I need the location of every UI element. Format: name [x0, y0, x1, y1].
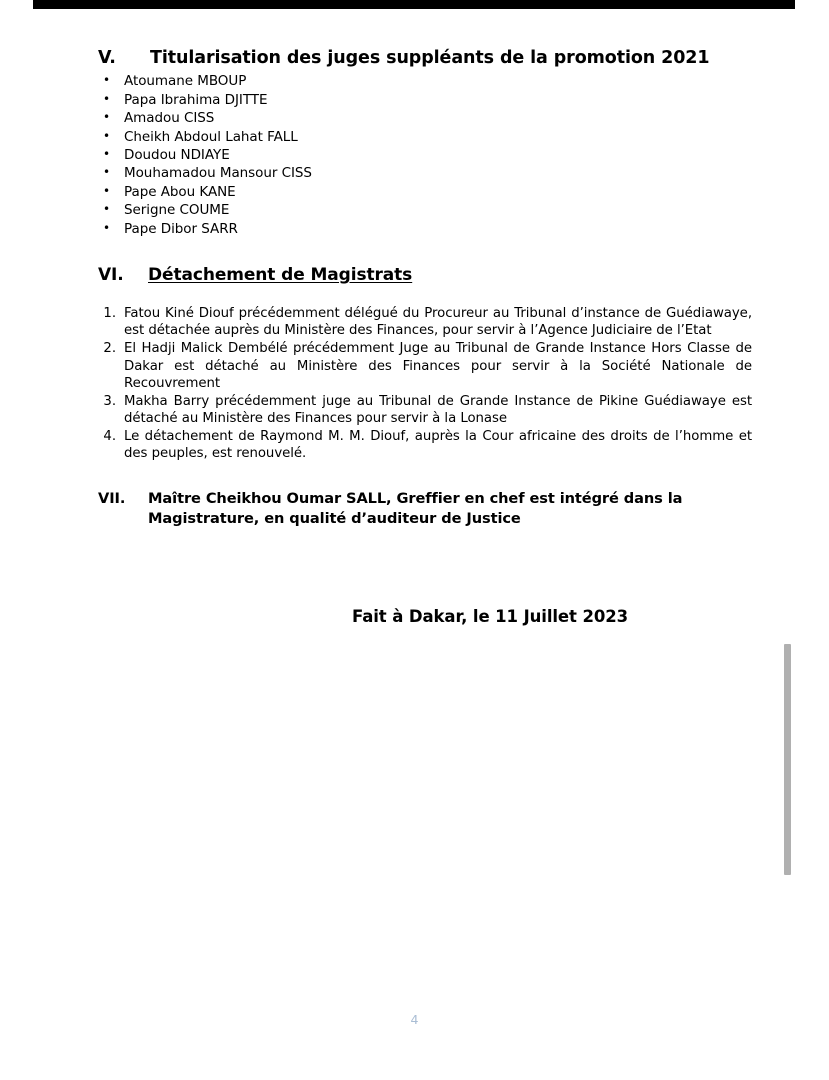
- list-item-text: Makha Barry précédemment juge au Tribunal de Grande Instance de Pikine Guédiawaye est détaché au Ministère des Finances pour servir à la Lonase: [124, 393, 752, 427]
- section-vi-heading: [98, 265, 752, 286]
- section-v-heading: [98, 48, 752, 69]
- list-item: • Serigne COUME: [98, 201, 752, 219]
- section-vii-title: Maître Cheikhou Oumar SALL, Greffier en chef est intégré dans la Magistrature, en qualité d’auditeur de Justice: [148, 490, 683, 527]
- document-content: [98, 48, 752, 528]
- page-number: 4: [410, 1012, 419, 1027]
- list-item: • Pape Abou KANE: [98, 183, 752, 201]
- list-item-text: El Hadji Malick Dembélé précédemment Juge au Tribunal de Grande Instance Hors Classe de Dakar est détaché au Ministère des Finances pour servir à la Société Nationale de Recouvrement: [124, 340, 752, 392]
- date-line: Fait à Dakar, le 11 Juillet 2023: [352, 607, 628, 626]
- section-vii-heading: [98, 489, 752, 528]
- page-header-bar: [33, 0, 795, 9]
- list-item-text: Fatou Kiné Diouf précédemment délégué du Procureur au Tribunal d’instance de Guédiawaye, est détachée auprès du Ministère des Finances, pour servir à l’Agence Judiciaire de l’Etat: [124, 305, 752, 339]
- list-item-text: Le détachement de Raymond M. M. Diouf, auprès la Cour africaine des droits de l’homme et des peuples, est renouvelé.: [124, 428, 752, 462]
- list-item: • Atoumane MBOUP: [98, 72, 752, 90]
- list-item: • Cheikh Abdoul Lahat FALL: [98, 128, 752, 146]
- section-vi-title: Détachement de Magistrats: [148, 265, 413, 285]
- section-vi-numeral: VI.: [98, 265, 124, 285]
- list-item: [98, 340, 752, 393]
- section-vii-numeral: VII.: [98, 490, 126, 508]
- document-page: [0, 9, 829, 1080]
- section-v-title: Titularisation des juges suppléants de la promotion 2021: [150, 48, 710, 68]
- section-v-numeral: V.: [98, 48, 116, 68]
- list-item-marker: 3.: [103, 393, 116, 409]
- list-item: [98, 393, 752, 428]
- list-item-marker: 1.: [103, 305, 116, 321]
- list-item: • Mouhamadou Mansour CISS: [98, 164, 752, 182]
- list-item: • Amadou CISS: [98, 109, 752, 127]
- list-item: [98, 305, 752, 340]
- list-item: • Pape Dibor SARR: [98, 220, 752, 238]
- section-v-name-list: [98, 72, 752, 238]
- vertical-scrollbar[interactable]: [781, 9, 793, 1080]
- list-item-marker: 2.: [103, 340, 116, 356]
- list-item: [98, 428, 752, 463]
- section-vi-numbered-list: [98, 305, 752, 463]
- list-item: • Doudou NDIAYE: [98, 146, 752, 164]
- scrollbar-thumb[interactable]: [784, 644, 791, 875]
- list-item-marker: 4.: [103, 428, 116, 444]
- list-item: • Papa Ibrahima DJITTE: [98, 91, 752, 109]
